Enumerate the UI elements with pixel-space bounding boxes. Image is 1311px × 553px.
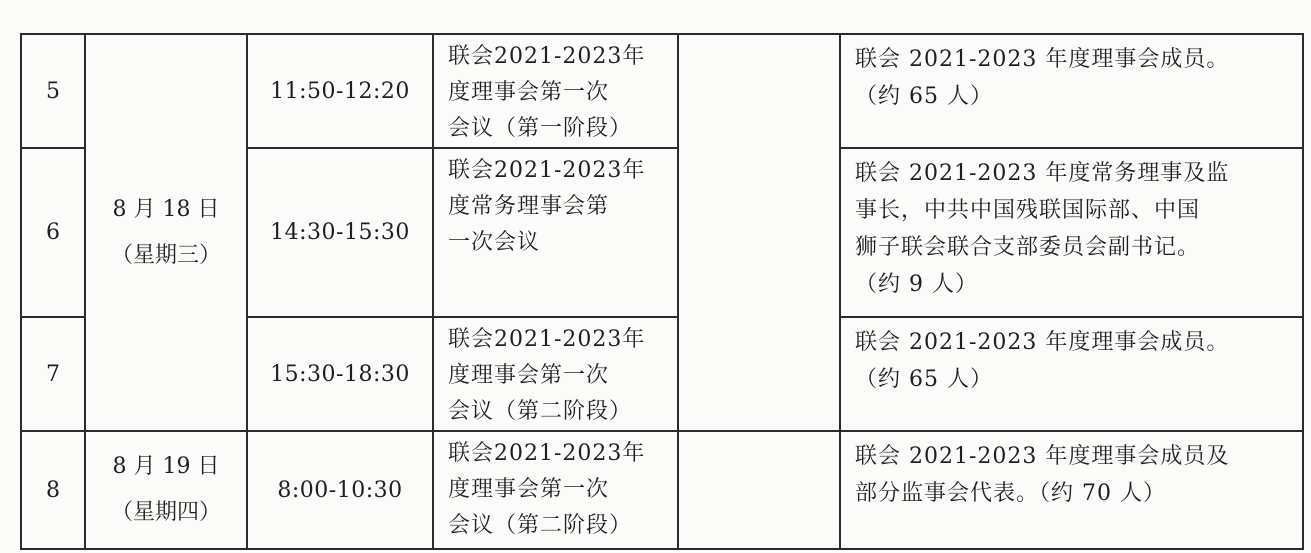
attendees-cell: 联会 2021-2023 年度理事会成员。 （约 65 人） <box>840 317 1303 431</box>
row-number-cell: 7 <box>21 317 85 431</box>
time-cell: 11:50-12:20 <box>247 34 433 148</box>
table-row <box>21 431 1303 549</box>
time-cell: 14:30-15:30 <box>247 148 433 317</box>
meeting-cell: 联会2021-2023年 度理事会第一次 会议（第一阶段） <box>433 34 678 148</box>
meeting-cell: 联会2021-2023年 度理事会第一次 会议（第二阶段） <box>433 431 678 549</box>
date-day: 8 月 18 日 <box>112 196 220 222</box>
attendees-cell: 联会 2021-2023 年度理事会成员。 （约 65 人） <box>840 34 1303 148</box>
date-cell <box>85 34 247 431</box>
time-cell: 15:30-18:30 <box>247 317 433 431</box>
row-number-cell: 6 <box>21 148 85 317</box>
date-day: 8 月 19 日 <box>112 454 220 479</box>
location-cell <box>678 431 840 549</box>
location-cell <box>678 34 840 431</box>
date-cell <box>85 431 247 549</box>
date-weekday: （星期三） <box>110 242 221 268</box>
attendees-cell: 联会 2021-2023 年度常务理事及监 事长，中共中国残联国际部、中国 狮子联会联合支部委员会副书记。 （约 9 人） <box>840 148 1303 317</box>
row-number-cell: 8 <box>21 431 85 549</box>
time-cell: 8:00-10:30 <box>247 431 433 549</box>
date-weekday: （星期四） <box>110 500 221 525</box>
meeting-cell: 联会2021-2023年 度常务理事会第 一次会议 <box>433 148 678 317</box>
row-number-cell: 5 <box>21 34 85 148</box>
attendees-cell: 联会 2021-2023 年度理事会成员及 部分监事会代表。（约 70 人） <box>840 431 1303 549</box>
schedule-table <box>20 33 1304 550</box>
table-row <box>21 34 1303 148</box>
meeting-cell: 联会2021-2023年 度理事会第一次 会议（第二阶段） <box>433 317 678 431</box>
